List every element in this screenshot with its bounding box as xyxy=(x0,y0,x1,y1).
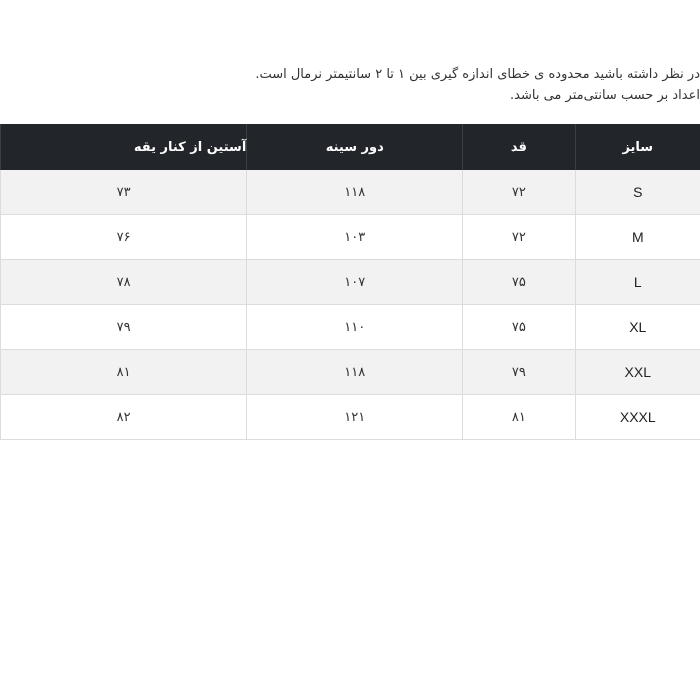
table-row xyxy=(1,260,700,305)
cell-size: M xyxy=(575,215,700,260)
cell-height: ۷۵ xyxy=(463,305,575,350)
cell-sleeve-value: ۷۳ xyxy=(116,184,131,200)
cell-height: ۷۲ xyxy=(463,170,575,215)
table-header-row xyxy=(1,124,700,170)
size-notes xyxy=(0,64,700,106)
measurement-error-note: در نظر داشته باشید محدوده ی خطای اندازه گیری بین ۱ تا ۲ سانتیمتر نرمال است. xyxy=(255,67,700,82)
header-size: سایز xyxy=(575,124,700,170)
cell-height: ۸۱ xyxy=(463,395,575,440)
cell-chest: ۱۱۰ xyxy=(247,305,463,350)
table-row xyxy=(1,170,700,215)
cell-sleeve xyxy=(1,170,247,215)
cell-sleeve xyxy=(1,260,247,305)
cell-sleeve-value: ۷۹ xyxy=(116,319,131,335)
units-note: اعداد بر حسب سانتی‌متر می باشد. xyxy=(510,88,700,103)
header-height: قد xyxy=(463,124,575,170)
cell-height: ۷۹ xyxy=(463,350,575,395)
cell-chest: ۱۱۸ xyxy=(247,170,463,215)
cell-sleeve xyxy=(1,395,247,440)
header-sleeve xyxy=(1,124,247,170)
cell-sleeve-value: ۷۸ xyxy=(116,274,131,290)
table-row xyxy=(1,305,700,350)
cell-size: XXL xyxy=(575,350,700,395)
cell-chest: ۱۲۱ xyxy=(247,395,463,440)
header-chest: دور سینه xyxy=(247,124,463,170)
cell-sleeve xyxy=(1,215,247,260)
cell-sleeve xyxy=(1,350,247,395)
cell-sleeve-value: ۸۲ xyxy=(116,409,131,425)
table-row xyxy=(1,350,700,395)
cell-height: ۷۵ xyxy=(463,260,575,305)
cell-size: L xyxy=(575,260,700,305)
header-sleeve-label: آستین از کنار یقه xyxy=(133,139,247,155)
cell-size: XL xyxy=(575,305,700,350)
cell-chest: ۱۰۷ xyxy=(247,260,463,305)
cell-size: S xyxy=(575,170,700,215)
cell-sleeve-value: ۸۱ xyxy=(116,364,131,380)
table-row xyxy=(1,395,700,440)
size-chart-table xyxy=(0,124,700,440)
cell-size: XXXL xyxy=(575,395,700,440)
table-row xyxy=(1,215,700,260)
cell-chest: ۱۰۳ xyxy=(247,215,463,260)
cell-height: ۷۲ xyxy=(463,215,575,260)
cell-chest: ۱۱۸ xyxy=(247,350,463,395)
cell-sleeve-value: ۷۶ xyxy=(116,229,131,245)
cell-sleeve xyxy=(1,305,247,350)
